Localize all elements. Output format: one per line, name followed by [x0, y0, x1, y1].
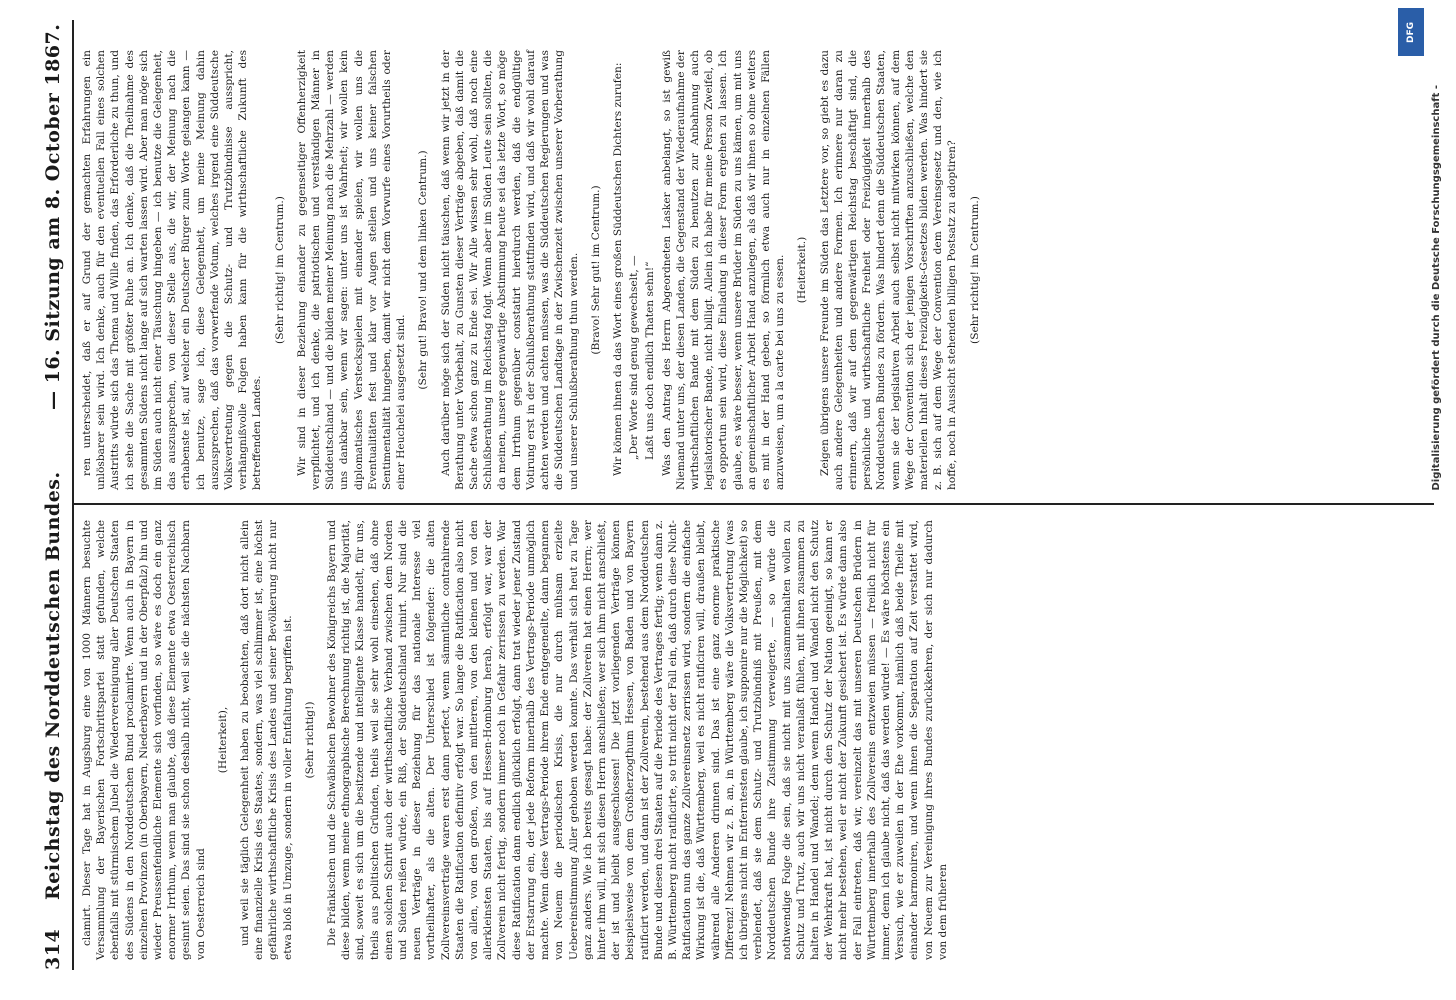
left-running-title: Reichstag des Norddeutschen Bundes. [42, 471, 64, 900]
paragraph: Was den Antrag des Herrn Abgeordneten Lasker anbelangt, so ist gewiß Niemand unter uns, der diesen Landen, die Gegenstand der Wiederaufnahme der wirthschaftlichen Bande mit dem Süden zu benutzen zur Anbahnung auch legislatorischer Bande, nicht billigt. Allein ich habe für meine Person Zweifel, ob es opportun sein wird, diese Einladung in dieser Form ergehen zu lassen. Ich glaube, es wäre besser, wenn unsere Brüder im Süden zu uns kämen, um mit uns an gemeinschaftlicher Arbeit Hand anzulegen, als daß wir ihnen so ohne weiters es mit in der Hand geben, so förmlich etwa auch nur in einzelnen Fällen anzuweisen, um a la carte bei uns zu essen. [660, 50, 787, 490]
paragraph: „Der Worte sind genug gewechselt, — [628, 255, 641, 460]
credit-text: Digitalisierung gefördert durch die Deutsche Forschungsgemeinschaft - [1430, 85, 1442, 491]
paragraph: Zeigen übrigens unsere Freunde im Süden das Letztere vor, so giebt es dazu auch andere Gelegenheiten und andere Formen. Ich erinnere nur daran zu erinnern, daß wir auf dem gegenwärtigen Reichstag beschäftigt sind, die persönliche und wirthschaftliche Freiheit oder Freizügigkeit innerhalb des Norddeutschen Bundes zu fördern. Was hindert denn die Süddeutschen Staaten, wenn sie der legislativen Arbeit auch selbst nicht mitwirken können, auf dem Wege der Convention sich der jenigen Vorschriften anzuschließen, welche den materiellen Inhalt dieses Freizügigkeits-Gesetzes bilden werden. Was hindert sie z. B. sich auf dem Wege der Convention dem Vereinsgesetz und den, wie ich hoffe, noch in Aussicht stehenden billigen Postsatz zu adoptiren? [818, 50, 959, 490]
paragraph: Wir sind in dieser Beziehung einander zu gegenseitiger Offenherzigkeit verpflichtet, und ich denke, die patriotischen und verständigen Männer in Süddeutschland — und die bilden meiner Meinung nach die Mehrzahl — werden uns dankbar sein, wenn wir sagen: unter uns ist Wahrheit; wir wollen kein diplomatisches Versteckspielen mit einander spielen, wir wollen uns die Eventualitäten fest und klar vor Augen stellen und uns keiner falschen Sentimentalität hingeben, damit wir nicht dem Vorwurfe eines Vorurtheils oder einer Heuchelei ausgesetzt sind. [295, 50, 408, 490]
right-column [80, 50, 1420, 490]
paragraph: Die Fränkischen und die Schwäbischen Bewohner des Königreichs Bayern und diese bilden, wenn meine ethnographische Berechnung richtig ist, die Majorität, sind, soweit es sich um die besitzende und intelligente Klasse handelt, für uns, theils aus politischen Gründen, theils weil sie sehr wohl einsehen, daß ohne einen solchen Schritt auch der wirthschaftliche Verband zwischen dem Norden und Süden reißen würde, ein Riß, der Süddeutschland ruinirt. Nur sind die neuen Verträge in dieser Beziehung für das nationale Interesse viel vortheilhafter, als die alten. Der Unterschied ist folgender: die alten Zollvereinsverträge waren erst dann perfect, wenn sämmtliche contrahirende Staaten die Ratification definitiv erfolgt war. So lange die Ratification also nicht von allen, von den großen, von den mittleren, von den kleinen und von den allerkleinsten Staaten, bis auf Hessen-Homburg herab, erfolgt war, war der Zollverein nicht fertig, sondern immer noch in Gefahr zerrissen zu werden. War diese Ratification dann endlich glücklich erfolgt, dann trat wieder jener Zustand der Erstarrung ein, der jede Reform innerhalb des Vertrags-Periode unmöglich machte. Wenn diese Vertrags-Periode ihrem Ende entgegeneilte, dann begannen von Neuem die periodischen Krisis, die nur durch mühsam erzielte Uebereinstimmung Aller gehoben werden konnte. Das verhält sich heut zu Tage ganz anders. Wie ich bereits gesagt habe: der Zollverein hat einen Herrn; wer hinter ihm will, mit sich diesen Herrn anschließen; wer sich ihm nicht anschließt, der ist und bleibt ausgeschlossen! Die jetzt vorliegenden Verträge können beispielsweise von dem Großherzogthum Hessen, von Baden und von Bayern ratificirt werden, und dann ist der Zollverein, bestehend aus dem Norddeutschen Bunde und diesen drei Staaten auf die Periode des Vertrages fertig; wenn dann z. B. Württemberg nicht ratificirte, so tritt nicht der Fall ein, daß durch diese Nicht-Ratification nun das ganze Zollvereinsnetz zerrissen wird, sondern die einfache Wirkung ist die, daß Württemberg, weil es nicht ratificiren will, draußen bleibt, während alle Anderen drinnen sind. Das ist eine ganz enorme praktische Differenz! Nehmen wir z. B. an, in Württemberg wäre die Volksvertretung (was ich übrigens nicht im Entferntesten glaube, ich supponire nur die Möglichkeit) so verblendet, daß sie dem Schutz- und Trutzbündniß mit Preußen, mit dem Norddeutschen Bunde ihre Zustimmung verweigerte, — so würde die nothwendige Folge die sein, daß sie nicht mit uns zusammenhalten wollen zu Schutz und Trutz, auch wir uns nicht veranlaßt fühlen, mit ihnen zusammen zu halten in Handel und Wandel; denn wenn Handel und Wandel nicht den Schutz der Wehrkraft hat, ist nicht durch den Schutz der Nation geeinigt, so kann er nicht mehr bestehen, weil er nicht der Zukunft gesichert ist. Es würde dann also der Fall eintreten, daß wir, vereinzelt das mit unseren Deutschen Brüdern in Württemberg innerhalb des Zollvereins entzweien müssen — freilich nicht für immer, denn ich glaube nicht, daß das werden würde! — Es wäre höchstens ein Versuch, wie er zuweilen in der Ehe vorkommt, nämlich daß beide Theile mit einander harmoniren, und wenn ihnen die Separation auf Zeit verstattet wird, von Neuem zur Vereinigung ihres Bundes zurückkehren, der sich nur dadurch von dem früheren [326, 520, 949, 960]
page-header [38, 20, 68, 970]
header-rule [72, 20, 74, 970]
interjection: (Heiterkeit), [216, 706, 229, 774]
paragraph: und weil sie täglich Gelegenheit haben zu beobachten, daß dort nicht allein eine finanzielle Krisis des Staates, sondern, was viel schlimmer ist, eine höchst gefährliche wirthschaftliche Krisis des Landes und seiner Bevölkerung nicht nur etwa bloß in Umzuge, sondern in voller Entfaltung begriffen ist. [239, 520, 294, 960]
paragraph: Laßt uns doch endlich Thaten sehn!“ [644, 261, 657, 460]
left-column [80, 520, 1420, 960]
paragraph: clamirt. Dieser Tage hat in Augsburg eine von 1000 Männern besuchte Versammlung der Bayerischen Fortschrittspartei statt gefunden, welche ebenfalls mit stürmischem Jubel die Wiedervereinigung aller Deutschen Staaten des Südens in den Norddeutschen Bund proclamirte. Wenn auch in Bayern in einzelnen Provinzen (in Oberbayern, Niederbayern und in der Oberpfalz) hin und wieder Preussenfeindliche Elemente sich vorfinden, so wäre es doch ein ganz enormer Irrthum, wenn man glaubte, daß diese Elemente etwa Oesterreichisch gesinnt seien. Das sind sie schon deshalb nicht, weil sie die nächsten Nachbarn von Oesterreich sind [81, 520, 207, 960]
dfg-logo: DFG [1398, 8, 1424, 56]
interjection: (Sehr richtig!) [303, 701, 316, 779]
interjection: (Sehr richtig! im Centrum.) [273, 196, 286, 344]
paragraph: Auch darüber möge sich der Süden nicht täuschen, daß wenn wir jetzt in der Berathung unter Vorbehalt, zu Gunsten dieser Verträge abgeben, daß damit die Sache etwa schon ganz zu Ende sei. Wir Alle wissen sehr wohl, daß noch eine Schlußberathung im Reichstag folgt. Wenn aber im Süden Leute sein sollten, die da meinen, unsere gegenwärtige Abstimmung heute sei das letzte Wort, so möge dem Irrthum gegenüber constatirt hierdurch werden, daß die endgültige Votirung erst in der Schlußberathung stattfinden wird, und daß wir wohl darauf achten werden und achten müssen, was die Süddeutschen Regierungen und was die Süddeutschen Landtage in der Zwischenzeit zwischen unserer Vorberathung und unserer Schlußberathung thun werden. [439, 50, 580, 490]
paragraph: Wir können ihnen da das Wort eines großen Süddeutschen Dichters zurufen: [611, 62, 624, 476]
interjection: (Sehr richtig! im Centrum.) [968, 196, 981, 344]
digitization-credit [1386, 0, 1442, 1000]
page-number: 314 [42, 928, 64, 970]
paragraph: ren unterscheidet, daß er auf Grund der gemachten Erfahrungen ein unlösbarer sein wird. Ich denke, auch für den eventuellen Fall eines solchen Austritts würde sich das Thema und Wille finden, das Erforderliche zu thun, und ich sehe die Sache mit größter Ruhe an. Ich denke, daß die Theilnahme des gesammten Südens nicht lange auf sich warten lassen wird. Aber man möge sich im Süden auch nicht einer Täuschung hingeben — ich benutze die Gelegenheit, das auszusprechen, von dieser Stelle aus, die wir, der Meinung nach die erhabenste ist, auf welcher ein Deutscher Bürger zum Worte gelangen kann — ich benutze, sage ich, diese Gelegenheit, um meine Meinung dahin auszusprechen, daß das vorwerfende Votum, welches irgend eine Süddeutsche Volksvertretung gegen die Schutz- und Trutzbündnisse ausspricht, verhängnißvolle Folgen haben kann für die wirthschaftliche Zukunft des betreffenden Landes. [81, 50, 264, 490]
interjection: (Bravo! Sehr gut! im Centrum.) [589, 185, 602, 355]
interjection: (Heiterkeit.) [796, 236, 809, 304]
column-divider [74, 503, 1434, 505]
right-running-title: — 16. Sitzung am 8. October 1867. [42, 23, 64, 410]
interjection: (Sehr gut! Bravo! und dem linken Centrum.) [417, 150, 430, 390]
